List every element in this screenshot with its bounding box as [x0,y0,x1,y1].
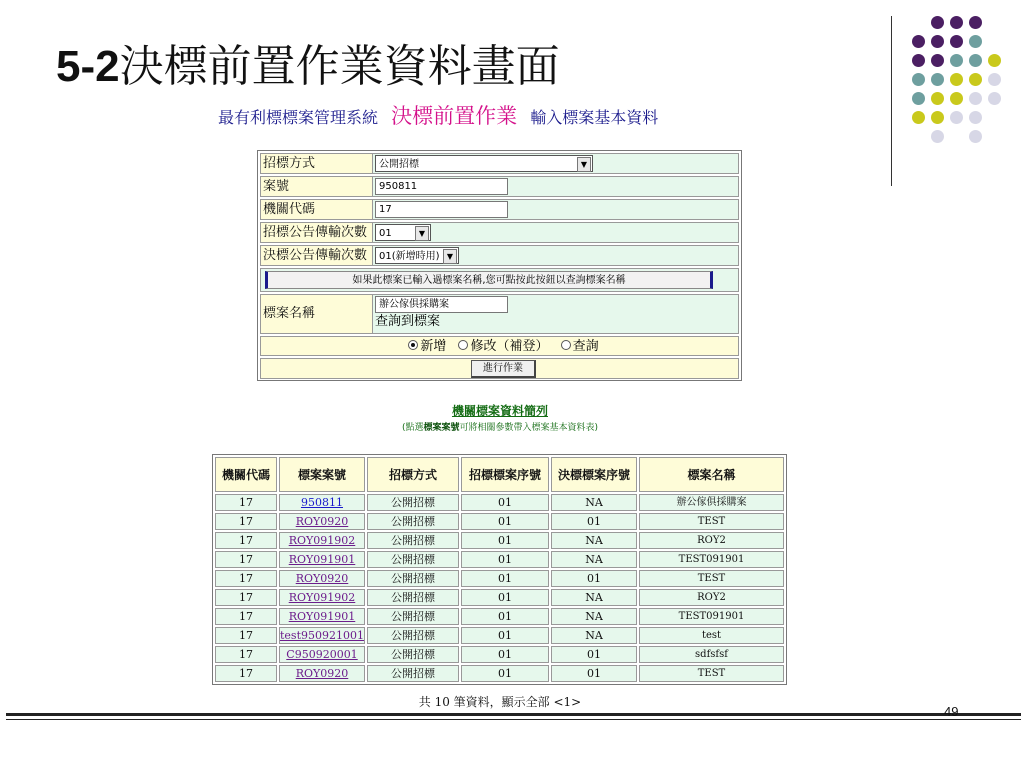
mode-radio-group [261,337,738,355]
slide-title-text: 決標前置作業資料畫面 [119,41,560,92]
case-number-link[interactable]: ROY0920 [279,513,365,530]
case-number-link[interactable]: 950811 [279,494,365,511]
table-cell: 17 [215,646,277,663]
subtitle-system-name: 最有利標標案管理系統 [218,108,379,127]
table-cell: NA [551,494,637,511]
form-row-agency-code [260,199,739,220]
table-cell: 公開招標 [367,646,459,663]
decorative-dot [931,73,944,86]
table-cell: 01 [461,646,549,663]
agency-case-table [212,454,787,685]
decorative-dot [950,54,963,67]
table-cell: TEST [639,570,784,587]
agency-code-input[interactable]: 17 [375,201,508,218]
table-row [215,532,784,549]
chevron-down-icon[interactable]: ▼ [577,157,591,172]
table-cell: TEST091901 [639,551,784,568]
case-name-input[interactable]: 辦公傢俱採購案 [375,296,508,313]
tender-notice-count-value: 01 [379,228,392,239]
list-title [0,402,1000,419]
col-case-number: 標案案號 [279,457,365,492]
table-cell: 01 [551,646,637,663]
form-row-mode [260,336,739,356]
table-cell: 17 [215,513,277,530]
table-cell: 17 [215,570,277,587]
table-row [215,551,784,568]
col-tender-seq: 招標標案序號 [461,457,549,492]
table-cell: 17 [215,589,277,606]
decorative-dot [912,92,925,105]
table-cell: 01 [461,513,549,530]
tender-notice-count-label: 招標公告傳輸次數 [261,223,373,242]
form-row-tender-method [260,153,739,174]
table-cell: ROY2 [639,532,784,549]
tender-method-select[interactable] [375,155,593,172]
col-agency-code: 機關代碼 [215,457,277,492]
decorative-dot [931,92,944,105]
case-number-link[interactable]: ROY091902 [279,589,365,606]
table-cell: 01 [551,570,637,587]
table-cell: 01 [551,665,637,682]
table-cell: 公開招標 [367,570,459,587]
table-cell: NA [551,532,637,549]
case-name-label: 標案名稱 [261,295,373,333]
table-cell: 17 [215,551,277,568]
form-row-case-number [260,176,739,197]
slide-title-number: 5-2 [56,42,120,91]
table-row [215,513,784,530]
decorative-dot [931,130,944,143]
radio-modify-label: 修改（補登） [470,339,549,354]
decorative-dot [931,35,944,48]
decorative-dot [969,92,982,105]
table-row [215,608,784,625]
chevron-down-icon[interactable]: ▼ [443,249,457,264]
decorative-dot [988,54,1001,67]
case-number-link[interactable]: ROY091901 [279,608,365,625]
case-number-link[interactable]: ROY0920 [279,665,365,682]
table-cell: 01 [461,532,549,549]
case-number-link[interactable]: ROY091902 [279,532,365,549]
table-cell: 17 [215,608,277,625]
subtitle-description: 輸入標案基本資料 [530,108,659,127]
award-notice-count-value: 01(新增時用) [379,251,440,262]
table-row [215,665,784,682]
table-cell: 17 [215,494,277,511]
table-cell: NA [551,608,637,625]
award-notice-count-label: 決標公告傳輸次數 [261,246,373,265]
radio-add-label: 新增 [420,339,447,354]
table-cell: 01 [461,627,549,644]
form-row-case-name [260,294,739,334]
table-cell: 辦公傢俱採購案 [639,494,784,511]
list-summary: 共 10 筆資料，顯示全部 <1> [418,695,582,709]
subtitle [218,100,658,130]
list-note-suffix: 可將相關參數帶入標案基本資料表) [459,423,599,433]
footer-rule-thin [6,719,1021,720]
table-cell: 公開招標 [367,532,459,549]
decorative-dot [988,92,1001,105]
case-number-link[interactable]: C950920001 [279,646,365,663]
page-number: 49 [944,704,959,719]
decorative-dot [969,73,982,86]
form-row-award-notice-count [260,245,739,266]
tender-basic-form [257,150,742,381]
tender-notice-count-select[interactable] [375,224,431,241]
table-cell: sdfsfsf [639,646,784,663]
decorative-dot [950,16,963,29]
table-cell: 01 [551,513,637,530]
case-number-label: 案號 [261,177,373,196]
title-divider [891,16,892,186]
list-note [0,420,1000,433]
table-cell: 01 [461,589,549,606]
decorative-dot [950,92,963,105]
form-row-execute [260,358,739,379]
list-note-prefix: (點選 [401,423,424,433]
form-row-tender-notice-count [260,222,739,243]
decorative-dot [969,16,982,29]
table-cell: 17 [215,532,277,549]
table-cell: 公開招標 [367,551,459,568]
table-row [215,589,784,606]
chevron-down-icon[interactable]: ▼ [415,226,429,241]
case-found-text: 查詢到標案 [375,314,441,329]
decorative-dot [969,54,982,67]
table-row [215,494,784,511]
table-cell: ROY2 [639,589,784,606]
form-row-lookup [260,268,739,292]
tender-method-label: 招標方式 [261,154,373,173]
case-number-link[interactable]: ROY091901 [279,551,365,568]
footer-rule-thick [6,713,1021,716]
table-cell: 01 [461,570,549,587]
decorative-dot [912,111,925,124]
decorative-dot [912,35,925,48]
table-cell: NA [551,551,637,568]
table-row [215,570,784,587]
table-cell: NA [551,627,637,644]
case-number-link[interactable]: test950921001 [280,629,364,642]
decorative-dot [931,111,944,124]
case-number-link[interactable]: ROY0920 [279,570,365,587]
table-cell: TEST091901 [639,608,784,625]
execute-button[interactable]: 進行作業 [471,360,536,378]
table-cell: 01 [461,665,549,682]
table-cell: 公開招標 [367,627,459,644]
table-cell: 公開招標 [367,494,459,511]
agency-code-label: 機關代碼 [261,200,373,219]
table-row [215,646,784,663]
decorative-dot [969,130,982,143]
decorative-dot [950,111,963,124]
decorative-dot [931,54,944,67]
list-title-text: 機關標案資料簡列 [451,404,548,418]
table-cell: TEST [639,665,784,682]
table-header-row [215,457,784,492]
case-number-input[interactable]: 950811 [375,178,508,195]
col-case-name: 標案名稱 [639,457,784,492]
table-row [215,627,784,644]
decorative-dot [931,16,944,29]
radio-modify[interactable] [458,340,468,350]
list-note-bold: 標案案號 [423,423,460,433]
slide-title [56,30,560,94]
tender-method-value: 公開招標 [379,159,419,170]
table-cell: 17 [215,665,277,682]
decorative-dot [912,54,925,67]
table-cell: 公開招標 [367,589,459,606]
subtitle-function-name: 決標前置作業 [391,104,518,128]
table-cell: 公開招標 [367,513,459,530]
table-cell: 01 [461,494,549,511]
award-notice-count-select[interactable] [375,247,459,264]
decorative-dot [912,73,925,86]
decorative-dot [969,35,982,48]
decorative-dot [988,73,1001,86]
radio-add[interactable] [408,340,418,350]
col-tender-method: 招標方式 [367,457,459,492]
table-cell: 01 [461,608,549,625]
table-cell: TEST [639,513,784,530]
col-award-seq: 決標標案序號 [551,457,637,492]
decorative-dot [950,73,963,86]
table-cell: NA [551,589,637,606]
table-cell: test [639,627,784,644]
decorative-dot [969,111,982,124]
lookup-case-name-button[interactable]: 如果此標案已輸入過標案名稱,您可點按此按鈕以查詢標案名稱 [265,271,713,289]
radio-query-label: 查詢 [572,339,599,354]
table-cell: 公開招標 [367,665,459,682]
radio-query[interactable] [561,340,571,350]
decorative-dot [950,35,963,48]
table-cell: 17 [215,627,277,644]
table-cell: 公開招標 [367,608,459,625]
table-cell: 01 [461,551,549,568]
